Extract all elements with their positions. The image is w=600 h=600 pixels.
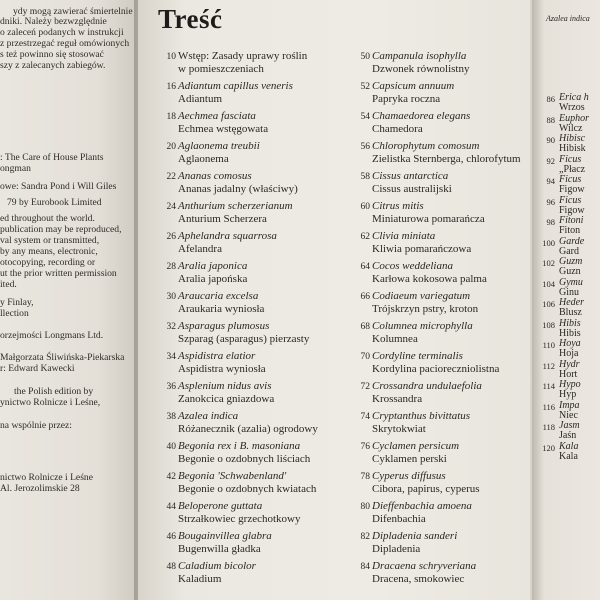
latin-name: Asplenium nidus avis (178, 380, 272, 392)
contents-entry (532, 420, 600, 441)
common-name: Strzałkowiec grzechotkowy (178, 513, 301, 525)
page-number: 98 (546, 217, 555, 227)
running-header: Azalea indica (546, 14, 590, 23)
latin-name: Anthurium scherzerianum (178, 200, 293, 212)
common-name: Ginu (559, 286, 579, 298)
copyright-line: owe: Sandra Pond i Will Giles (0, 181, 117, 192)
page-number: 84 (360, 562, 370, 572)
page-number: 106 (542, 299, 555, 309)
common-name: Kala (559, 450, 578, 462)
common-name: Bugenwilla gładka (178, 543, 261, 555)
common-name: Chamedora (372, 123, 423, 135)
page-number: 16 (166, 82, 176, 92)
page-number: 94 (546, 176, 555, 186)
contents-entry (156, 290, 334, 316)
page-number: 82 (360, 532, 370, 542)
copyright-line: llection (0, 308, 29, 319)
latin-name: Caladium bicolor (178, 560, 256, 572)
common-name: w pomieszczeniach (178, 63, 264, 75)
common-name: Wrzos (559, 102, 585, 113)
page-number: 38 (166, 412, 176, 422)
page-number: 34 (166, 352, 176, 362)
common-name: Kliwia pomarańczowa (372, 243, 472, 255)
common-name: Krossandra (372, 393, 423, 405)
page-number: 92 (546, 155, 555, 166)
common-name: Figow (559, 204, 585, 216)
copyright-line: ut the prior written permission (0, 268, 117, 279)
contents-entry (350, 530, 528, 556)
latin-name: Asparagus plumosus (178, 320, 270, 332)
contents-entry (532, 318, 600, 339)
common-name: Hibisk (559, 143, 586, 154)
contents-entry (350, 80, 528, 106)
common-name: Hoja (559, 348, 579, 359)
latin-name: Erica h (559, 92, 589, 103)
copyright-line: orzejmości Longmans Ltd. (0, 330, 104, 341)
common-name: Anturium Scherzera (178, 213, 267, 225)
contents-entry (156, 200, 334, 226)
page-number: 52 (360, 82, 370, 92)
latin-name: Aspidistra elatior (178, 350, 256, 362)
common-name: Begonie o ozdobnych kwiatach (178, 483, 317, 495)
common-name: Echmea wstęgowata (178, 123, 269, 135)
copyright-line: y Finlay, (0, 297, 34, 308)
latin-name: Ficus (559, 194, 582, 206)
common-name: Hort (559, 368, 578, 380)
section-title: Wstęp: Zasady uprawy roślin (178, 50, 308, 62)
page-number: 114 (542, 381, 555, 391)
page-number: 24 (166, 202, 176, 212)
page-number: 62 (360, 232, 370, 242)
common-name: Skrytokwiat (372, 423, 426, 435)
copyright-line: Al. Jerozolimskie 28 (0, 483, 80, 494)
copyright-line: Małgorzata Śliwińska-Piekarska (0, 352, 125, 363)
copyright-line: r: Edward Kawecki (0, 363, 75, 374)
page-number: 108 (542, 319, 555, 330)
latin-name: Dracaena schryveriana (372, 560, 477, 572)
contents-entry (156, 410, 334, 436)
latin-name: Ananas comosus (178, 170, 252, 182)
common-name: Begonie o ozdobnych liściach (178, 453, 311, 465)
copyright-line: otocopying, recording or (0, 257, 96, 268)
common-name: Ananas jadalny (właściwy) (178, 183, 298, 195)
latin-name: Dipladenia sanderi (372, 530, 458, 542)
page-number: 120 (542, 442, 555, 453)
latin-name: Cocos weddeliana (372, 260, 453, 272)
contents-entry (532, 215, 600, 236)
common-name: Aspidistra wyniosła (178, 363, 266, 375)
latin-name: Cordyline terminalis (372, 350, 463, 362)
page-number: 10 (166, 52, 176, 62)
right-contents-list (532, 92, 600, 461)
page-number: 110 (542, 340, 555, 350)
common-name: Cissus australijski (372, 183, 452, 195)
contents-entry (532, 359, 600, 380)
latin-name: Heder (559, 297, 584, 308)
latin-name: Clivia miniata (372, 230, 436, 242)
common-name: Kaladium (178, 573, 222, 585)
page-number: 44 (166, 502, 176, 512)
page-number: 42 (166, 472, 176, 482)
common-name: Cibora, papirus, cyperus (372, 483, 480, 495)
latin-name: Codiaeum variegatum (372, 290, 471, 302)
right-page (532, 0, 600, 600)
page-number: 88 (546, 114, 555, 125)
common-name: Difenbachia (372, 513, 426, 525)
copyright-line: nictwo Rolnicze i Leśne (0, 472, 93, 483)
latin-name: Gymu (559, 276, 583, 288)
contents-entry (156, 230, 334, 256)
page-number: 116 (542, 401, 555, 412)
latin-name: Hoya (559, 338, 581, 349)
latin-name: Araucaria excelsa (178, 290, 259, 302)
latin-name: Dieffenbachia amoena (372, 500, 472, 512)
page-number: 28 (166, 262, 176, 272)
contents-entry (532, 113, 600, 134)
copyright-line: ed throughout the world. (0, 213, 95, 224)
latin-name: Cissus antarctica (372, 170, 449, 182)
contents-entry (156, 80, 334, 106)
copyright-line: ynictwo Rolnicze i Leśne, (0, 397, 101, 408)
common-name: Jaśn (559, 430, 577, 441)
latin-name: Hypo (559, 379, 581, 390)
page-number: 80 (360, 502, 370, 512)
latin-name: Euphor (559, 112, 589, 124)
latin-name: Bougainvillea glabra (178, 530, 272, 542)
contents-entry (350, 470, 528, 496)
contents-entry (532, 338, 600, 359)
contents-entry (350, 440, 528, 466)
page-number: 54 (360, 112, 370, 122)
page-number: 90 (546, 135, 555, 145)
contents-entry (156, 380, 334, 406)
common-name: Kolumnea (372, 333, 418, 345)
contents-entry (532, 133, 600, 154)
latin-name: Guzm (559, 256, 583, 267)
common-name: Fiton (559, 225, 581, 236)
latin-name: Ficus (559, 153, 582, 165)
contents-entry (156, 170, 334, 196)
contents-entry (532, 174, 600, 195)
common-name: Adiantum (178, 93, 222, 105)
page-number: 26 (166, 232, 176, 242)
contents-entry (532, 92, 600, 113)
copyright-line: o zaleceń podanych w instrukcji (0, 27, 124, 38)
contents-entry (350, 260, 528, 286)
contents-entry (350, 290, 528, 316)
common-name: Miniaturowa pomarańcza (372, 213, 485, 225)
page-number: 72 (360, 382, 370, 392)
contents-entry (156, 320, 334, 346)
common-name: Cyklamen perski (372, 453, 447, 465)
page-number: 64 (360, 262, 370, 272)
common-name: Niec (559, 409, 578, 421)
contents-entry (532, 297, 600, 318)
contents-entry (156, 140, 334, 166)
latin-name: Beloperone guttata (178, 500, 263, 512)
latin-name: Aglaonema treubii (178, 140, 260, 152)
latin-name: Adiantum capillus veneris (178, 80, 293, 92)
page-number: 76 (360, 442, 370, 452)
latin-name: Hydr (559, 358, 580, 370)
common-name: Figow (559, 184, 585, 195)
contents-entry (350, 110, 528, 136)
latin-name: Fitoni (559, 215, 584, 226)
contents-page (138, 0, 530, 600)
common-name: Hibis (559, 327, 581, 339)
contents-entry (532, 400, 600, 421)
copyright-line: the Polish edition by (14, 386, 94, 397)
copyright-line: z przestrzegać reguł omówionych (0, 38, 130, 49)
contents-entry (156, 350, 334, 376)
contents-entry (532, 236, 600, 257)
contents-entry (532, 379, 600, 400)
common-name: Papryka roczna (372, 93, 441, 105)
contents-entry (532, 441, 600, 462)
contents-entry (532, 195, 600, 216)
contents-entry (156, 260, 334, 286)
copyright-line: ongman (0, 163, 31, 174)
common-name: Różanecznik (azalia) ogrodowy (178, 423, 318, 435)
latin-name: Crossandra undulaefolia (372, 380, 482, 392)
latin-name: Aphelandra squarrosa (178, 230, 277, 242)
page-number: 100 (542, 237, 555, 248)
latin-name: Citrus mitis (372, 200, 424, 212)
page-number: 18 (166, 112, 176, 122)
copyright-line: dniki. Należy bezwzględnie (0, 16, 107, 27)
latin-name: Begonia rex i B. masoniana (178, 440, 301, 452)
common-name: Zanokcica gniazdowa (178, 393, 275, 405)
page-number: 56 (360, 142, 370, 152)
contents-entry (350, 350, 528, 376)
copyright-line: 79 by Eurobook Limited (7, 197, 102, 208)
contents-entry (156, 50, 334, 76)
contents-entry (532, 277, 600, 298)
common-name: Zielistka Sternberga, chlorofytum (372, 153, 521, 165)
contents-entry (156, 470, 334, 496)
common-name: Afelandra (178, 243, 222, 255)
page-number: 40 (166, 442, 176, 452)
latin-name: Cyclamen persicum (372, 440, 460, 452)
contents-entry (156, 110, 334, 136)
page-number: 96 (546, 196, 555, 207)
contents-entry (350, 230, 528, 256)
contents-entry (156, 530, 334, 556)
contents-entry (532, 256, 600, 277)
latin-name: Aralia japonica (178, 260, 248, 272)
common-name: Kordylina pacioreczniolistna (372, 363, 500, 375)
latin-name: Azalea indica (178, 410, 239, 422)
latin-name: Garde (559, 235, 585, 247)
page-number: 104 (542, 278, 555, 289)
page-number: 70 (360, 352, 370, 362)
page-number: 118 (542, 422, 555, 432)
contents-entry (156, 440, 334, 466)
latin-name: Chlorophytum comosum (372, 140, 480, 152)
contents-entry (350, 410, 528, 436)
contents-entry (350, 140, 528, 166)
latin-name: Aechmea fasciata (178, 110, 256, 122)
common-name: Araukaria wyniosła (178, 303, 265, 315)
contents-column-2 (350, 50, 528, 590)
copyright-line: : The Care of House Plants (0, 152, 104, 163)
contents-entry (156, 560, 334, 586)
copyright-line: by any means, electronic, (0, 246, 98, 257)
left-page (0, 0, 138, 600)
page-title: Treść (158, 4, 223, 34)
page-number: 74 (360, 412, 370, 422)
contents-column-1 (156, 50, 334, 590)
common-name: Aralia japońska (178, 273, 248, 285)
page-number: 78 (360, 472, 370, 482)
common-name: Blusz (559, 307, 582, 318)
page-number: 48 (166, 562, 176, 572)
common-name: Dzwonek równolistny (372, 63, 470, 75)
contents-entry (350, 200, 528, 226)
latin-name: Campanula isophylla (372, 50, 467, 62)
latin-name: Capsicum annuum (372, 80, 455, 92)
common-name: Dracena, smokowiec (372, 573, 465, 585)
copyright-line: s też powinno się stosować (0, 49, 104, 60)
page-number: 50 (360, 52, 370, 62)
latin-name: Columnea microphylla (372, 320, 473, 332)
common-name: Gard (559, 245, 579, 257)
page-number: 36 (166, 382, 176, 392)
page-number: 102 (542, 258, 555, 268)
copyright-line: ydy mogą zawierać śmiertelnie (13, 6, 133, 17)
contents-entry (350, 170, 528, 196)
page-number: 58 (360, 172, 370, 182)
latin-name: Cryptanthus bivittatus (372, 410, 471, 422)
contents-entry (350, 500, 528, 526)
page-number: 66 (360, 292, 370, 302)
page-number: 46 (166, 532, 176, 542)
contents-entry (350, 560, 528, 586)
page-number: 112 (542, 360, 555, 371)
contents-entry (532, 154, 600, 175)
contents-entry (350, 380, 528, 406)
page-number: 20 (166, 142, 176, 152)
page-number: 86 (546, 94, 555, 104)
contents-entry (156, 500, 334, 526)
common-name: Guzn (559, 266, 581, 277)
latin-name: Begonia 'Schwabenland' (178, 470, 287, 482)
copyright-line: val system or transmitted, (0, 235, 100, 246)
common-name: Aglaonema (178, 153, 229, 165)
page-number: 22 (166, 172, 176, 182)
page-number: 30 (166, 292, 176, 302)
latin-name: Ficus (559, 174, 582, 185)
common-name: Wilcz (559, 122, 583, 134)
contents-entry (350, 50, 528, 76)
copyright-line: na wspólnie przez: (0, 420, 72, 431)
page-number: 68 (360, 322, 370, 332)
copyright-line: ited. (0, 279, 17, 290)
common-name: Hyp (559, 389, 577, 400)
latin-name: Impa (559, 399, 580, 411)
latin-name: Jasm (559, 420, 580, 431)
latin-name: Kala (559, 440, 579, 452)
contents-entry (350, 320, 528, 346)
common-name: Szparag (asparagus) pierzasty (178, 333, 310, 345)
latin-name: Chamaedorea elegans (372, 110, 471, 122)
latin-name: Cyperus diffusus (372, 470, 446, 482)
page-number: 60 (360, 202, 370, 212)
copyright-line: szy z zalecanych zabiegów. (0, 60, 106, 71)
common-name: Trójskrzyn pstry, kroton (372, 303, 479, 315)
latin-name: Hibisc (559, 133, 586, 144)
copyright-line: publication may be reproduced, (0, 224, 122, 235)
common-name: Dipladenia (372, 543, 421, 555)
latin-name: Hibis (559, 317, 581, 329)
common-name: Karłowa kokosowa palma (372, 273, 487, 285)
common-name: „Płacz (559, 163, 586, 175)
page-number: 32 (166, 322, 176, 332)
